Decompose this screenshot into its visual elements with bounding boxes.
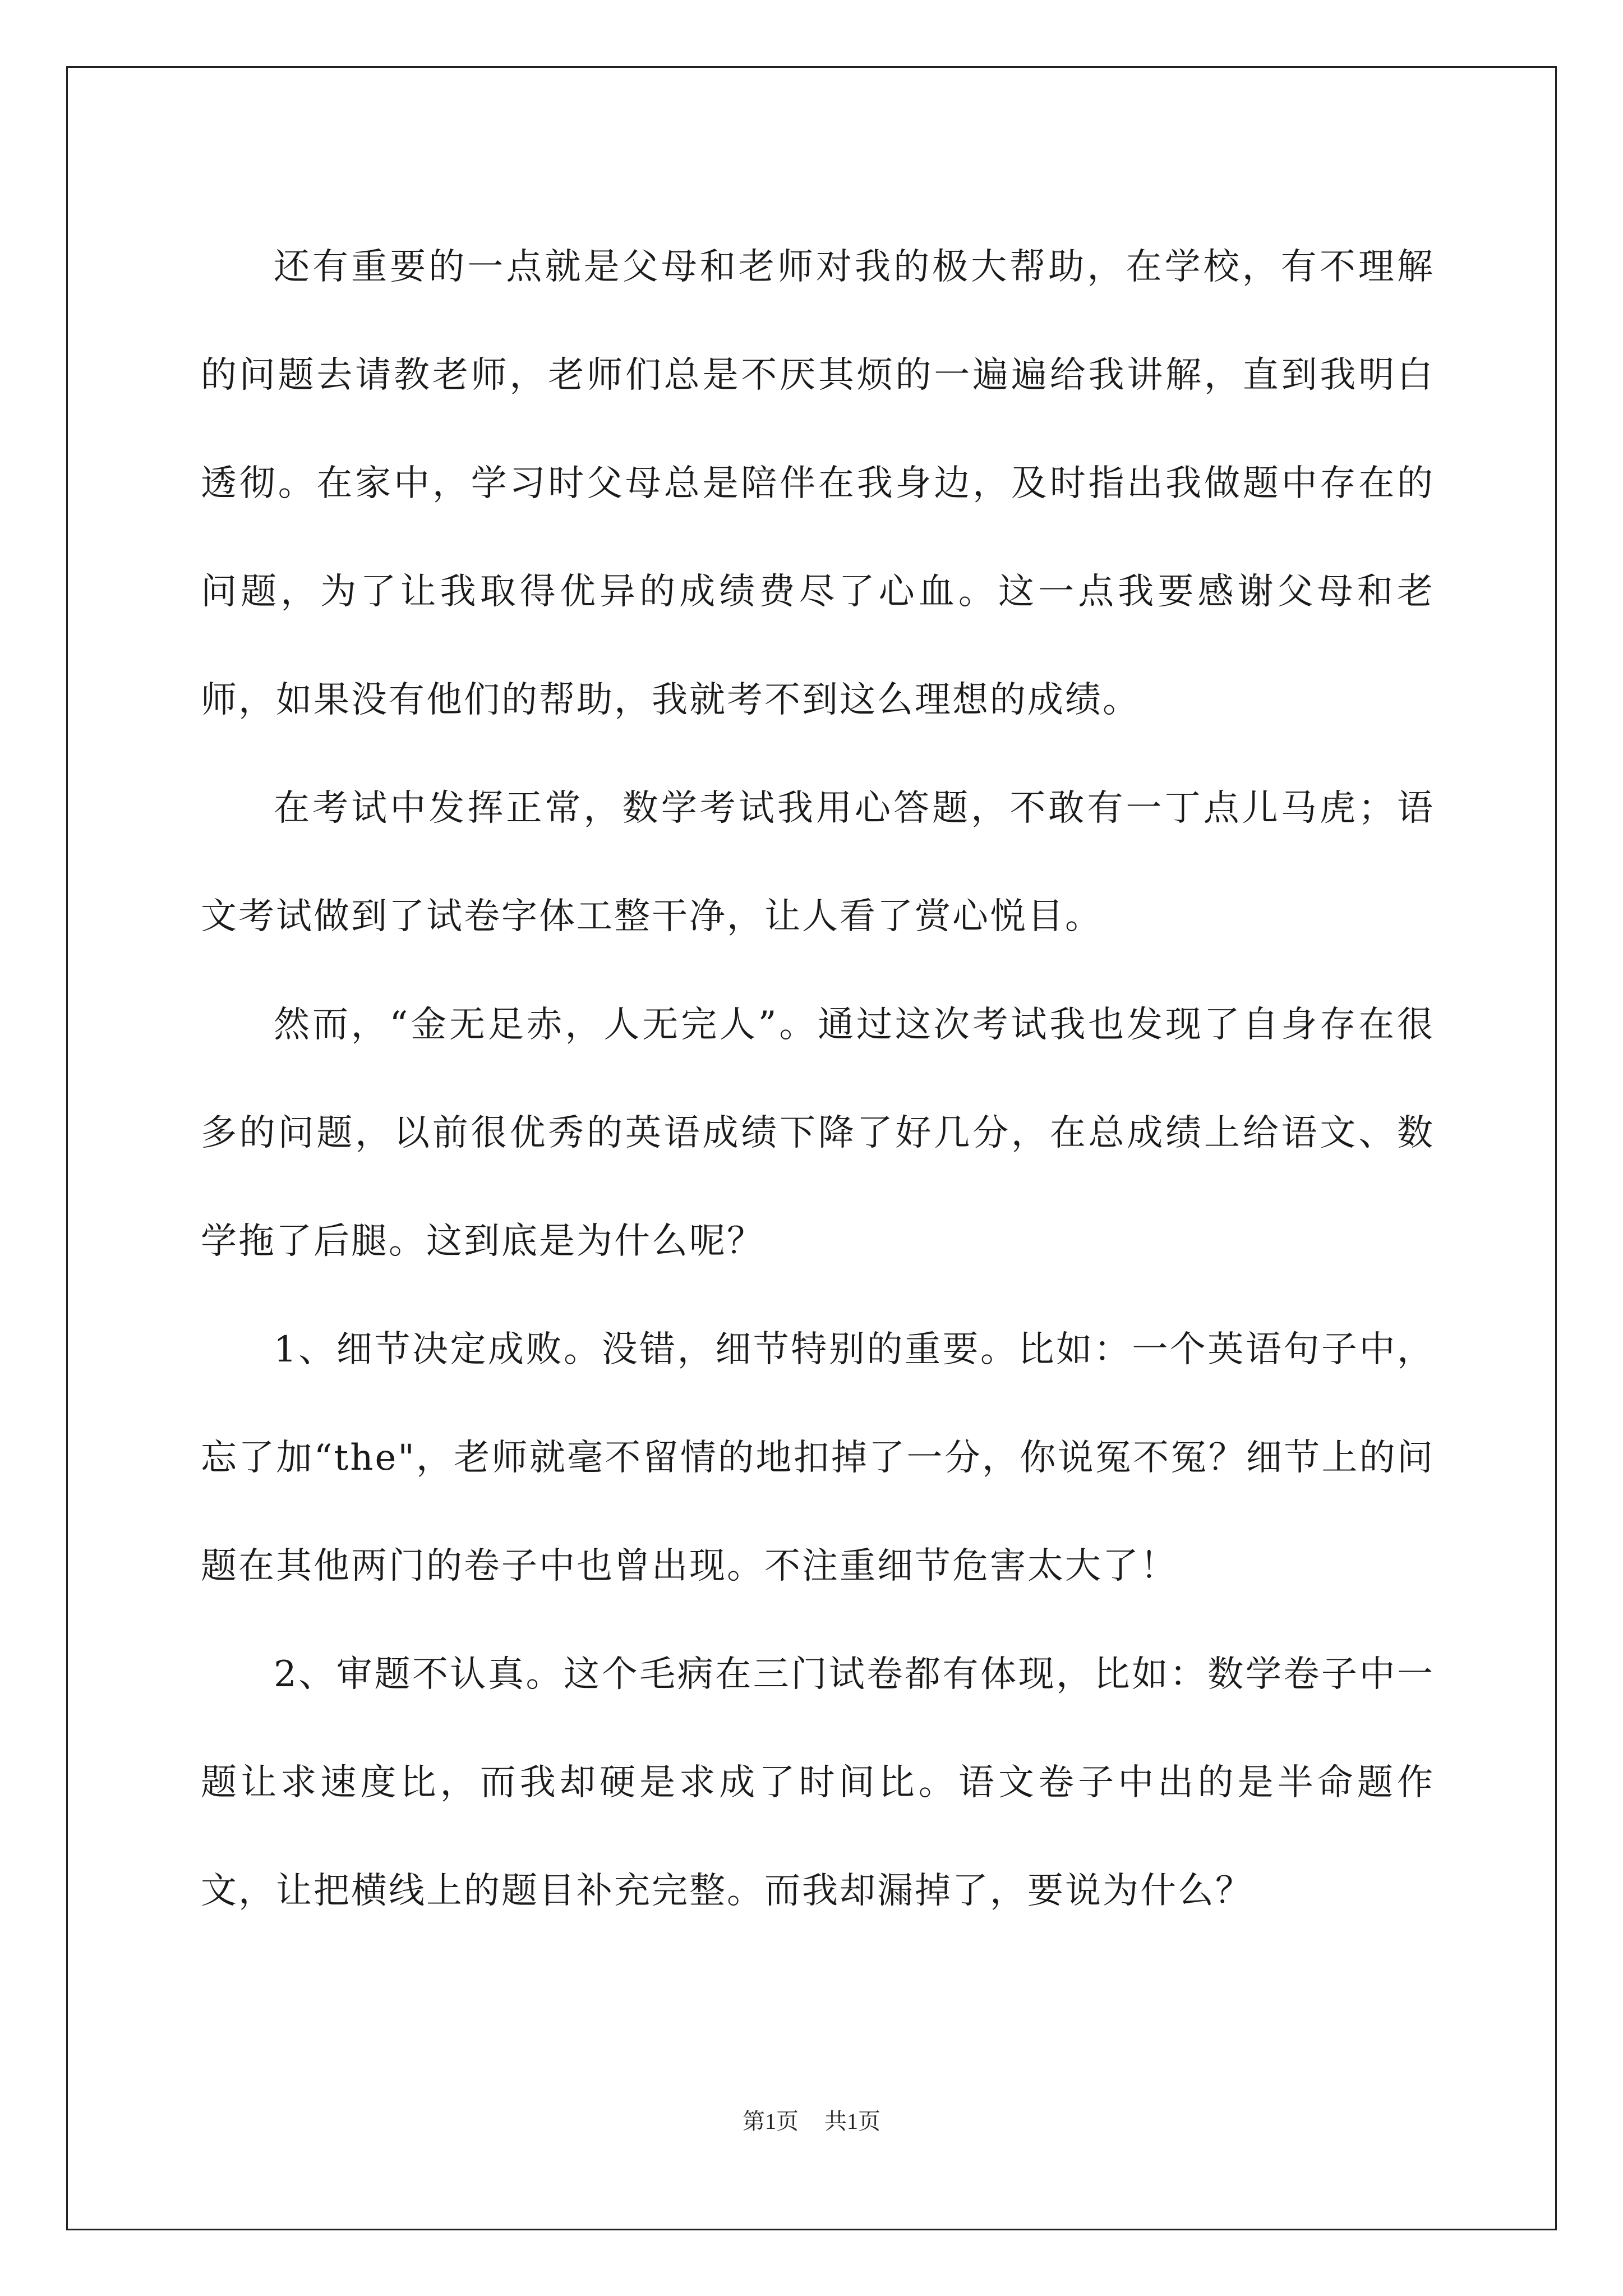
paragraph-point-details: 1、细节决定成败。没错，细节特别的重要。比如：一个英语句子中，忘了加“the"，老师就毫不留情的地扣掉了一分，你说冤不冤？细节上的问题在其他两门的卷子中也曾出现。不注重细节危害太大了！ (201, 1329, 1435, 1587)
document-body (201, 213, 1435, 1945)
page-total: 共1页 (824, 2109, 880, 2134)
paragraph-exam-performance: 在考试中发挥正常，数学考试我用心答题，不敢有一丁点儿马虎；语文考试做到了试卷字体工整干净，让人看了赏心悦目。 (201, 788, 1435, 937)
paragraph-problems-found: 然而，“金无足赤，人无完人”。通过这次考试我也发现了自身存在很多的问题，以前很优秀的英语成绩下降了好几分，在总成绩上给语文、数学拖了后腿。这到底是为什么呢？ (201, 1004, 1435, 1262)
page-footer (0, 2104, 1623, 2136)
paragraph-point-reading-questions: 2、审题不认真。这个毛病在三门试卷都有体现，比如：数学卷子中一题让求速度比，而我却硬是求成了时间比。语文卷子中出的是半命题作文，让把横线上的题目补充完整。而我却漏掉了，要说为什么？ (201, 1654, 1435, 1912)
page-number: 第1页 (743, 2109, 799, 2134)
paragraph-help-from-parents-teachers: 还有重要的一点就是父母和老师对我的极大帮助，在学校，有不理解的问题去请教老师，老师们总是不厌其烦的一遍遍给我讲解，直到我明白透彻。在家中，学习时父母总是陪伴在我身边，及时指出我做题中存在的问题，为了让我取得优异的成绩费尽了心血。这一点我要感谢父母和老师，如果没有他们的帮助，我就考不到这么理想的成绩。 (201, 246, 1435, 721)
